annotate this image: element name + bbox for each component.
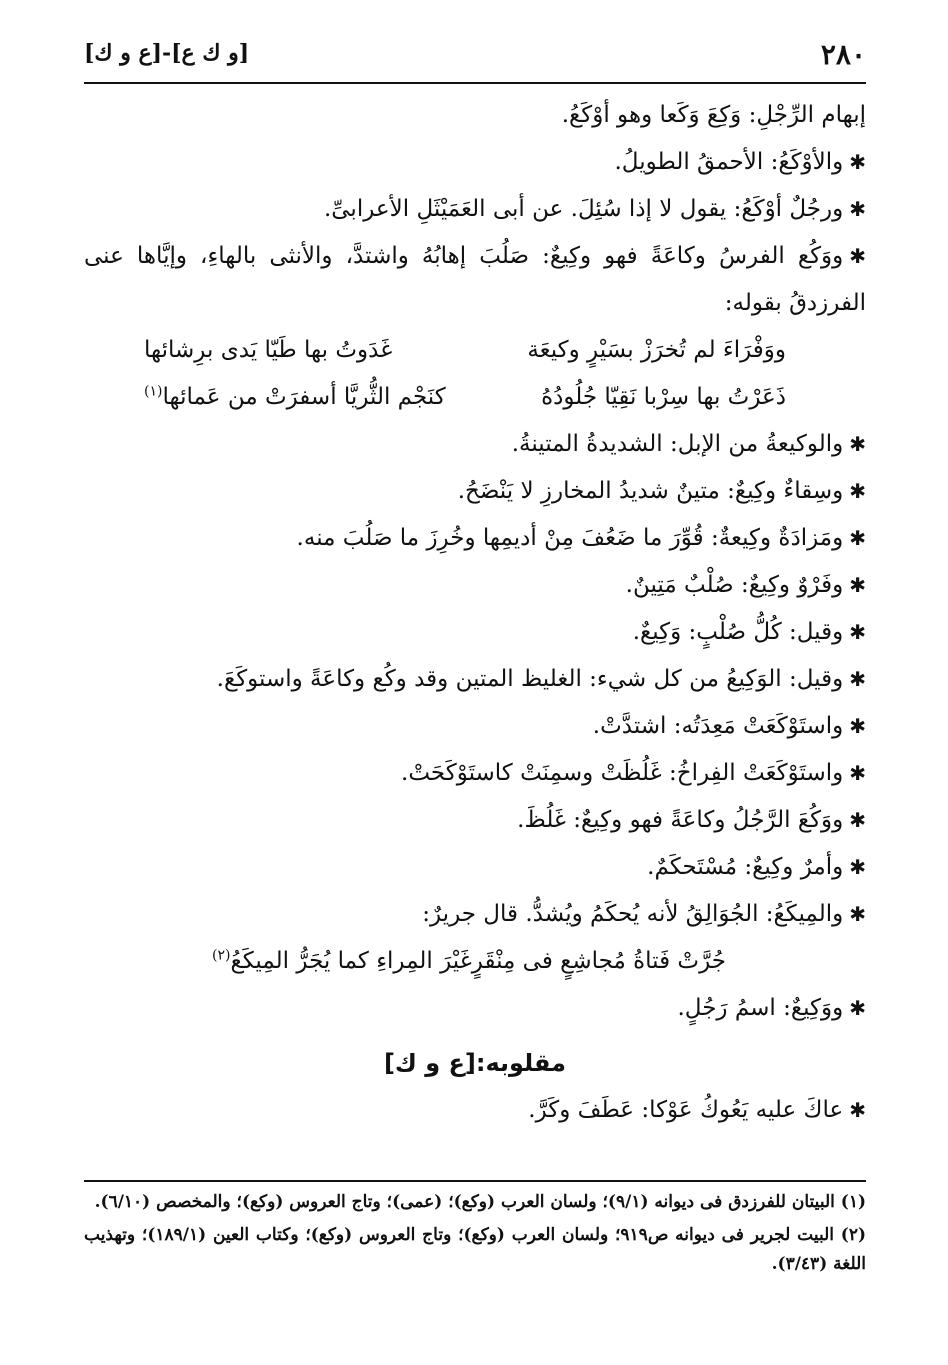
asterisk-icon: ✱ xyxy=(849,808,866,832)
verse-first-hemistich: ذَعَرْتُ بها سِرْبا نَقِيّا جُلُودُهُ xyxy=(541,384,786,410)
entry-line: ✱ووَكِيعٌ: اسمُ رَجُلٍ. xyxy=(677,995,866,1021)
verse-first-hemistich: جُرَّتْ فَتاةُ مُجاشِعٍ فى مِنْقَرٍ xyxy=(471,948,726,974)
entry-line: ✱وقيل: كُلُّ صُلْبٍ: وَكِيعٌ. xyxy=(632,619,866,645)
asterisk-icon: ✱ xyxy=(849,714,866,738)
entry-line: ✱واستَوْكَعَتْ الفِراخُ: غَلُظَتْ وسمِنَتْ كاستَوْكَحَتْ. xyxy=(401,760,866,786)
asterisk-icon: ✱ xyxy=(849,667,866,691)
page-body xyxy=(84,92,866,1134)
asterisk-icon: ✱ xyxy=(849,244,866,268)
asterisk-icon: ✱ xyxy=(849,526,866,550)
page-number: ٢٨٠ xyxy=(820,38,866,71)
entry-line: إبهام الرِّجْلِ: وَكِعَ وَكَعا وهو أوْكَعُ. xyxy=(561,102,866,128)
footnote-marker: (١) xyxy=(144,383,163,400)
verse-line xyxy=(84,327,866,374)
entry-line: ✱والمِيكَعُ: الجُوَالِقُ لأنه يُحكَمُ ويُشدُّ. قال جريرٌ: xyxy=(422,901,866,927)
entry-line: ✱وفَرْوٌ وكِيعٌ: صُلْبٌ مَتِينٌ. xyxy=(625,572,866,598)
entry-line: ✱ووَكُع الفرسُ وكاعَةً فهو وكِيعٌ: صَلُبَ إهابُهُ واشتدَّ، والأنثى بالهاءِ، وإيَّاها عنى الفرزدقُ بقوله: xyxy=(84,243,866,316)
entry-line: ✱ومَزادَةٌ وكِيعةٌ: قُوِّرَ ما ضَعُفَ مِنْ أديمِها وخُرِزَ ما صَلُبَ منه. xyxy=(296,525,866,551)
entry-line: ✱عاكَ عليه يَعُوكُ عَوْكا: عَطَفَ وكَرَّ. xyxy=(528,1097,866,1123)
running-head: [و ك ع]-[ع و ك] xyxy=(84,40,250,66)
entry-line: ✱واستَوْكَعَتْ مَعِدَتُه: اشتدَّتْ. xyxy=(592,713,866,739)
footnote: (٢) البيت لجرير فى ديوانه ص٩١٩؛ ولسان العرب (وكع)؛ وتاج العروس (وكع)؛ وكتاب العين (١٨٩/١)؛ وتهذيب اللغة (٣/٤٣). xyxy=(84,1225,867,1274)
footnote-divider xyxy=(84,1180,866,1182)
verse-line xyxy=(84,374,866,421)
entry-line: ✱وسِقاءٌ وكِيعٌ: متينٌ شديدُ المخارزِ لا يَنْضَحُ. xyxy=(457,478,866,504)
asterisk-icon: ✱ xyxy=(849,573,866,597)
asterisk-icon: ✱ xyxy=(849,996,866,1020)
verse-second-hemistich: غَدَوتُ بها طَيّا يَدى برِشائها xyxy=(144,337,393,363)
verse-first-hemistich: ووَفْرَاءَ لم تُخرَزْ بسَيْرٍ وكيعَة xyxy=(527,337,786,363)
asterisk-icon: ✱ xyxy=(849,855,866,879)
section-title: مقلوبه:[ع و ك] xyxy=(383,1049,567,1077)
header-divider xyxy=(84,82,866,84)
asterisk-icon: ✱ xyxy=(849,432,866,456)
entry-line: ✱وقيل: الوَكِيعُ من كل شيء: الغليظ المتين وقد وكُع وكاعَةً واستوكَعَ. xyxy=(216,666,866,692)
asterisk-icon: ✱ xyxy=(849,761,866,785)
verse-second-hemistich: كنَجْم الثُّريَّا أسفرَتْ من عَمائها$^{(١)}$ xyxy=(144,383,446,410)
asterisk-icon: ✱ xyxy=(849,479,866,503)
asterisk-icon: ✱ xyxy=(849,620,866,644)
verse-second-hemistich: غَيْرَ المِراءِ كما يُجَرُّ المِيكَعُ$^{(٢)}$ xyxy=(212,947,472,974)
entry-line: ✱والأوْكَعُ: الأحمقُ الطويلُ. xyxy=(614,149,866,175)
asterisk-icon: ✱ xyxy=(849,150,866,174)
entry-line: ✱ورجُلٌ أوْكَعُ: يقول لا إذا سُئِلَ. عن أبى العَمَيْثَلِ الأعرابىِّ. xyxy=(323,196,866,222)
footnote-marker: (٢) xyxy=(212,947,231,964)
page-header xyxy=(84,36,866,80)
entry-line: ✱ووَكُعَ الرَّجُلُ وكاعَةً فهو وكِيعٌ: غَلُظَ. xyxy=(517,807,866,833)
footnotes xyxy=(84,1188,866,1283)
entry-line: ✱والوكيعةُ من الإبل: الشديدةُ المتينةُ. xyxy=(511,431,866,457)
verse-line xyxy=(84,938,866,985)
asterisk-icon: ✱ xyxy=(849,197,866,221)
entry-line: ✱وأمرٌ وكِيعٌ: مُسْتَحكَمٌ. xyxy=(647,854,866,880)
asterisk-icon: ✱ xyxy=(849,902,866,926)
asterisk-icon: ✱ xyxy=(849,1098,866,1122)
footnote: (١) البيتان للفرزدق فى ديوانه (٩/١)؛ ولسان العرب (وكع)؛ (عمى)؛ وتاج العروس (وكع)؛ والمخصص (٦/١٠). xyxy=(94,1192,866,1212)
